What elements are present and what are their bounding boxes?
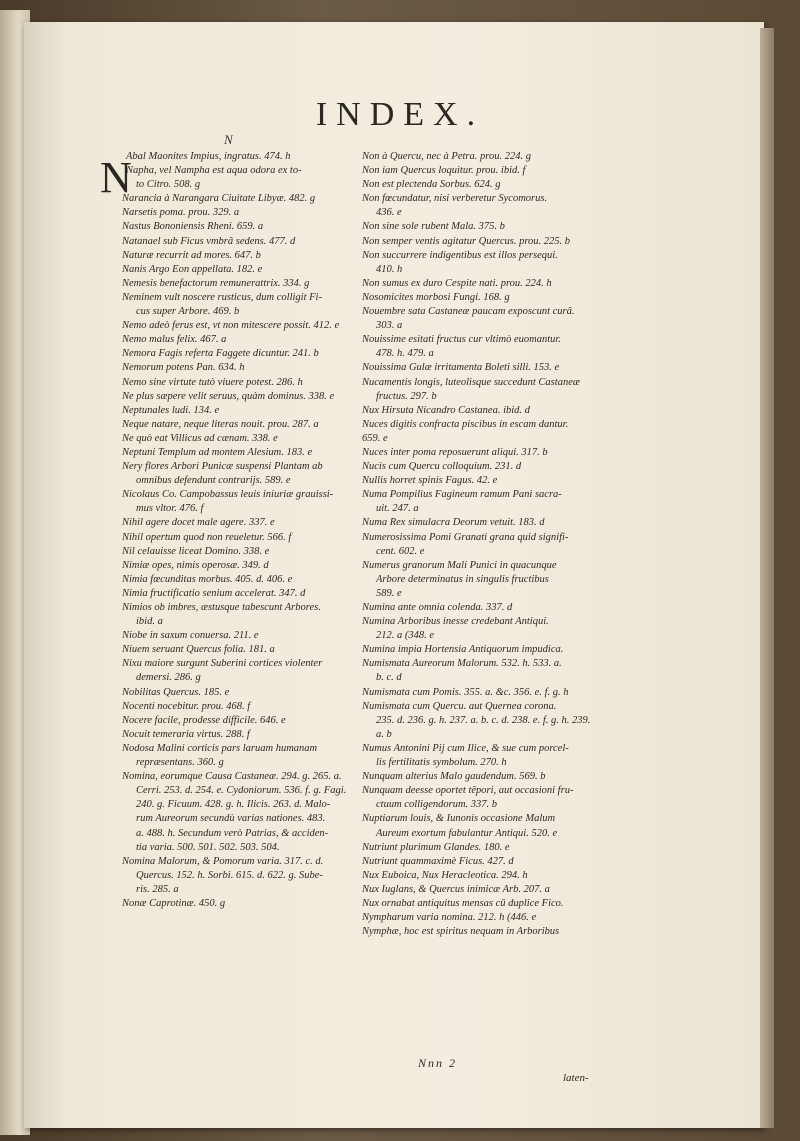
index-entry-line: rum Aureorum secundù varias nationes. 483. xyxy=(136,813,326,825)
index-entry-line: Non succurrere indigentibus est illos persequi. xyxy=(362,249,558,261)
index-entry-line: Nomina, eorumque Causa Castaneæ. 294. g. 265. a. xyxy=(122,771,342,783)
index-entry-line: Nosomicites morbosi Fungi. 168. g xyxy=(362,291,510,303)
index-entry-line: Quercus. 152. h. Sorbi. 615. d. 622. g. Sube- xyxy=(136,869,323,881)
index-entry-line: Nux Euboica, Nux Heracleotica. 294. h xyxy=(362,869,528,881)
index-entry-line: Nouissime esitati fructus cur vltimò euomantur. xyxy=(362,334,561,346)
index-entry-line: Nimios ob imbres, æstusque tabescunt Arbores. xyxy=(122,602,321,613)
index-entry-line: Neminem vult noscere rusticus, dum colligit Fi- xyxy=(122,291,322,303)
index-entry-line: 235. d. 236. g. h. 237. a. b. c. d. 238. e. f. g. h. 239. xyxy=(376,714,591,726)
index-entry-line: Numina Arboribus inesse credebant Antiqui. xyxy=(362,616,549,628)
index-entry-line: Cerri. 253. d. 254. e. Cydoniorum. 536. f. g. Fagi. xyxy=(136,785,347,797)
index-entry-line: Nux ornabat antiquitus mensas cū duplice Fico. xyxy=(362,897,564,909)
index-entry-line: Nobilitas Quercus. 185. e xyxy=(122,686,230,698)
index-entry-line: fructus. 297. b xyxy=(376,390,437,402)
index-entry-line: Nux Hirsuta Nicandro Castanea. ibid. d xyxy=(362,404,530,416)
index-entry-line: Numerus granorum Mali Punici in quacunque xyxy=(362,559,557,571)
index-entry-line: Nonæ Caprotinæ. 450. g xyxy=(122,897,226,909)
catchword: laten- xyxy=(563,1072,589,1084)
index-entry-line: Nemora Fagis referta Faggete dicuntur. 241. b xyxy=(122,348,319,360)
index-entry-line: Neque natare, neque literas nouit. prou. 287. a xyxy=(122,418,319,430)
index-entry-line: Neptuni Templum ad montem Alesium. 183. e xyxy=(122,446,313,458)
index-entry-line: 410. h xyxy=(376,263,403,275)
index-entry-line: Ne quò eat Villicus ad cænam. 338. e xyxy=(122,432,278,444)
index-entry-line: Nanis Argo Eon appellata. 182. e xyxy=(122,263,263,275)
index-entry-line: Nemo sine virtute tutò viuere potest. 286. h xyxy=(122,376,303,388)
index-entry-line: ibid. a xyxy=(136,616,163,628)
page-fore-edge xyxy=(760,28,774,1128)
index-entry-line: Nery flores Arbori Punicæ suspensi Plantam ab xyxy=(122,461,323,473)
index-entry-line: Neptunales ludi. 134. e xyxy=(122,404,220,416)
index-entry-line: omnibus defendunt contrarijs. 589. e xyxy=(136,475,291,487)
index-entry-line: Nymphæ, hoc est spiritus nequam in Arboribus xyxy=(362,926,560,938)
index-entry-line: Niuem seruant Quercus folia. 181. a xyxy=(122,644,275,656)
index-entry-line: Nocenti nocebitur. prou. 468. f xyxy=(122,700,251,712)
index-entry-line: Nympharum varia nomina. 212. h (446. e xyxy=(362,912,537,924)
index-entry-line: Nunquam deesse oportet tēpori, aut occasioni fru- xyxy=(362,785,574,797)
index-entry-line: Nouissima Gulæ irritamenta Boleti silli. 153. e xyxy=(362,362,560,374)
index-entry-line: demersi. 286. g xyxy=(136,672,201,684)
index-entry-line: Numa Rex simulacra Deorum vetuit. 183. d xyxy=(362,517,545,529)
index-entry-line: Arbore determinatus in singulis fructibus xyxy=(376,573,549,585)
index-entry-line: Numismata Aureorum Malorum. 532. h. 533. a. xyxy=(362,658,562,670)
index-entry-line: repræsentans. 360. g xyxy=(136,757,224,769)
index-entry-line: uit. 247. a xyxy=(376,503,419,515)
index-entry-line: Nastus Bononiensis Rheni. 659. a xyxy=(122,221,264,233)
index-entry-line: Natanael sub Ficus vmbrâ sedens. 477. d xyxy=(122,235,296,247)
index-entry-line: Narsetis poma. prou. 329. a xyxy=(122,207,240,219)
index-entry-line: mus vltor. 476. f xyxy=(136,503,204,515)
index-entry-line: 589. e xyxy=(376,587,402,599)
section-letter: N xyxy=(224,132,233,147)
index-entry-line: cus super Arbore. 469. b xyxy=(136,306,240,318)
index-entry-line: Numa Pompilius Fagineum ramum Pani sacra- xyxy=(362,489,562,501)
index-entry-line: Nux Iuglans, & Quercus inimicæ Arb. 207. a xyxy=(362,883,550,895)
index-entry-line: to Citro. 508. g xyxy=(136,179,201,191)
index-entry-line: Nocere facile, prodesse difficile. 646. e xyxy=(122,714,286,726)
index-entry-line: Nemorum potens Pan. 634. h xyxy=(122,362,245,374)
index-entry-line: Aureum exortum fabulantur Antiqui. 520. e xyxy=(376,827,558,839)
index-entry-line: cent. 602. e xyxy=(376,545,425,557)
index-entry-line: Nucamentis longis, luteolisque succedunt Castaneæ xyxy=(362,376,580,388)
index-entry-line: Nuces inter poma reposuerunt aliqui. 317. b xyxy=(362,446,548,458)
index-entry-line: Nihil agere docet male agere. 337. e xyxy=(122,517,275,529)
index-entry-line: Non semper ventis agitatur Quercus. prou. 225. b xyxy=(362,235,571,247)
index-entry-line: Abal Maonites Impius, ingratus. 474. h xyxy=(126,151,291,162)
index-entry-line: Napha, vel Nampha est aqua odora ex to- xyxy=(126,165,302,177)
index-entry-line: ctuum colligendorum. 337. b xyxy=(376,799,498,811)
index-entry-line: Non sine sole rubent Mala. 375. b xyxy=(362,221,505,233)
index-entry-line: Nemo adeò ferus est, vt non mitescere possit. 412. e xyxy=(122,320,340,332)
index-entry-line: Niobe in saxum conuersa. 211. e xyxy=(122,630,259,642)
index-entry-line: Naturæ recurrit ad mores. 647. b xyxy=(122,249,261,261)
index-entry-line: 436. e xyxy=(376,207,402,219)
index-entry-line: a. 488. h. Secundum verò Patrias, & acciden- xyxy=(136,827,329,839)
index-entry-line: 659. e xyxy=(362,432,388,444)
signature-mark: Nnn 2 xyxy=(418,1056,458,1070)
index-entry-line: Nihil opertum quod non reueletur. 566. f xyxy=(122,531,292,543)
index-entry-line: Nutriunt plurimum Glandes. 180. e xyxy=(362,841,510,853)
index-entry-line: 240. g. Ficuum. 428. g. h. Ilicis. 263. d. Malo- xyxy=(136,799,331,811)
index-entry-line: Numina impia Hortensia Antiquorum impudica. xyxy=(362,644,564,656)
index-entry-line: Nil celauisse liceat Domino. 338. e xyxy=(122,545,270,557)
index-entry-line: Nullis horret spinis Fagus. 42. e xyxy=(362,475,498,487)
index-entry-line: Numismata cum Pomis. 355. a. &c. 356. e. f. g. h xyxy=(362,686,569,698)
index-entry-line: Nimia fructificatio senium accelerat. 347. d xyxy=(122,587,306,599)
index-entry-line: Nucis cum Quercu colloquium. 231. d xyxy=(362,461,522,473)
index-entry-line: Ne plus sæpere velit seruus, quàm dominus. 338. e xyxy=(122,390,335,402)
index-entry-line: Narancia à Narangara Ciuitate Libyæ. 482. g xyxy=(122,193,316,205)
index-entry-line: Nicolaus Co. Campobassus leuis iniuriæ grauissi- xyxy=(122,489,334,501)
index-entry-line: b. c. d xyxy=(376,672,402,684)
index-entry-line: Numus Antonini Pij cum Ilice, & sue cum porcel- xyxy=(362,742,569,754)
index-entry-line: a. b xyxy=(376,728,392,740)
left-index-column xyxy=(122,150,354,911)
index-entry-line: Nuces digitis confracta piscibus in escam dantur. xyxy=(362,418,569,430)
index-entry-line: Nemesis benefactorum remunerattrix. 334. g xyxy=(122,277,310,289)
index-entry-line: ris. 285. a xyxy=(136,883,179,895)
index-entry-line: Nunquam alterius Malo gaudendum. 569. b xyxy=(362,771,546,783)
drop-cap: N xyxy=(100,153,132,202)
index-entry-line: Non fœcundatur, nisi verberetur Sycomorus. xyxy=(362,193,548,205)
index-entry-line: 303. a xyxy=(376,320,403,332)
index-entry-line: Numerosissima Pomi Granati grana quid signifi- xyxy=(362,531,569,543)
index-entry-line: Nutriunt quammaximè Ficus. 427. d xyxy=(362,855,514,867)
page-title: INDEX. xyxy=(315,96,485,133)
index-entry-line: Nimia fœcunditas morbus. 405. d. 406. e xyxy=(122,573,293,585)
index-entry-line: Nimiæ opes, nimis operosæ. 349. d xyxy=(122,559,269,571)
index-entry-line: Nuptiarum louis, & Iunonis occasione Malum xyxy=(362,813,556,825)
index-entry-line: Nodosa Malini corticis pars laruam humanam xyxy=(122,742,318,754)
index-entry-line: Nixu maiore surgunt Suberini cortices violenter xyxy=(122,658,323,670)
index-entry-line: Numina ante omnia colenda. 337. d xyxy=(362,602,513,613)
index-entry-line: Non iam Quercus loquitur. prou. ibid. f xyxy=(362,165,526,177)
index-entry-line: Non est plectenda Sorbus. 624. g xyxy=(362,179,501,191)
right-index-column xyxy=(362,150,620,939)
index-entry-line: 212. a (348. e xyxy=(376,630,435,642)
index-entry-line: Numismata cum Quercu. aut Quernea corona. xyxy=(362,700,557,712)
index-entry-line: Nocuit temeraria virtus. 288. f xyxy=(122,728,250,740)
index-entry-line: Nouembre sata Castaneæ paucam exposcunt curâ. xyxy=(362,306,575,318)
index-entry-line: Non à Quercu, nec à Petra. prou. 224. g xyxy=(362,151,531,162)
index-entry-line: Nemo malus felix. 467. a xyxy=(122,334,227,346)
index-entry-line: tia varia. 500. 501. 502. 503. 504. xyxy=(136,841,280,853)
index-entry-line: Nomina Malorum, & Pomorum varia. 317. c. d. xyxy=(122,855,324,867)
index-entry-line: 478. h. 479. a xyxy=(376,348,434,360)
index-entry-line: lis fertilitatis symbolum. 270. h xyxy=(376,757,507,769)
index-entry-line: Non sumus ex duro Cespite nati. prou. 224. h xyxy=(362,277,552,289)
